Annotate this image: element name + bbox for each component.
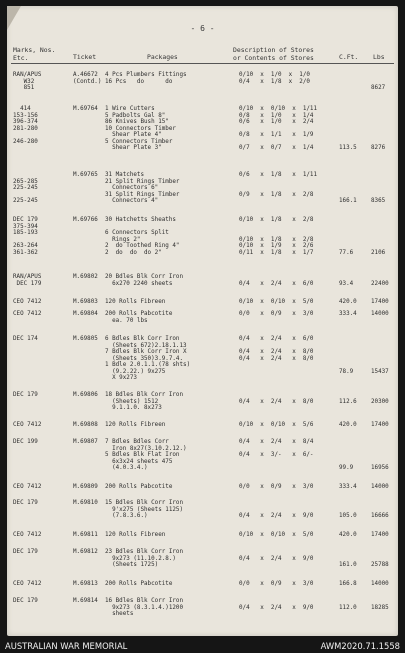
row-lbs: 2106 xyxy=(371,249,386,256)
row-packages: 200 Rolls Pabcotite ea. 70 lbs xyxy=(105,311,173,324)
row-ticket: M.69805 xyxy=(73,336,98,342)
footer-reference: AWM2020.71.1558 xyxy=(320,641,400,651)
row-ticket: M.69807 xyxy=(73,439,98,445)
header-packages: Packages xyxy=(147,53,178,61)
row-ticket: M.69764 xyxy=(73,106,98,112)
row-lbs: 8276 xyxy=(371,145,386,151)
row-ticket: M.69809 xyxy=(73,484,98,490)
row-packages: 20 Bdles Blk Corr Iron 6x270 2240 sheets xyxy=(105,274,184,287)
row-cft: 112.0 xyxy=(339,604,357,611)
row-lbs: 18285 xyxy=(371,604,389,611)
archive-footer xyxy=(0,639,405,653)
row-marks: CEO 7412 xyxy=(13,581,42,587)
row-marks: DEC 174 xyxy=(13,336,38,342)
row-ticket: M.69814 xyxy=(73,598,98,604)
row-marks: DEC 179 xyxy=(13,549,38,555)
row-marks: RAN/APUS W32 851 xyxy=(13,72,42,91)
page-number: - 6 - xyxy=(190,24,215,33)
row-lbs: 8627 xyxy=(371,85,386,91)
row-packages: 31 Matchets 21 Split Rings Timber Connectors 6" 31 Split Rings Timber Connectors 4" xyxy=(105,172,180,204)
row-cft: 420.0 xyxy=(339,422,357,428)
row-lbs: 17400 xyxy=(371,532,389,538)
row-cft: 333.4 xyxy=(339,484,357,490)
row-cft: 93.4 xyxy=(339,280,354,287)
row-lbs: 14000 xyxy=(371,311,389,317)
row-packages: 200 Rolls Pabcotite xyxy=(105,484,173,490)
row-marks: DEC 179 xyxy=(13,392,38,398)
row-cft: 77.6 xyxy=(339,249,354,256)
row-marks: CEO 7412 xyxy=(13,484,42,490)
row-ticket: M.69812 xyxy=(73,549,98,555)
row-lbs: 14000 xyxy=(371,484,389,490)
row-marks: DEC 199 xyxy=(13,439,38,445)
document-page xyxy=(7,6,398,636)
row-cft: 420.0 xyxy=(339,532,357,538)
row-packages: 18 Bdles Blk Corr Iron (Sheets) 1512 9.1.1.0. 8x273 xyxy=(105,392,184,411)
row-cft: 166.8 xyxy=(339,581,357,587)
row-lbs: 22400 xyxy=(371,280,389,287)
row-cft: 78.9 xyxy=(339,368,354,375)
row-description: 0/4 x 2/4 x 9/0 xyxy=(239,555,314,562)
row-description: 0/6 x 1/8 x 1/11 0/9 x 1/8 x 2/8 xyxy=(239,172,318,198)
row-description: 0/4 x 2/4 x 8/0 xyxy=(239,398,314,405)
row-lbs: 17400 xyxy=(371,422,389,428)
row-lbs: 15437 xyxy=(371,368,389,375)
header-cft: C.Ft. xyxy=(339,53,359,61)
row-marks: DEC 179 xyxy=(13,598,38,604)
row-lbs: 25788 xyxy=(371,562,389,568)
row-ticket: M.69766 xyxy=(73,217,98,223)
row-ticket: M.69803 xyxy=(73,299,98,305)
row-description: 0/4 x 2/4 x 6/0 xyxy=(239,280,314,287)
row-description: 0/4 x 2/4 x 9/0 xyxy=(239,604,314,611)
row-marks: DEC 179 xyxy=(13,500,38,506)
row-cft: 166.1 xyxy=(339,198,357,204)
row-ticket: M.69804 xyxy=(73,311,98,317)
row-cft: 113.5 xyxy=(339,145,357,151)
row-cft: 99.9 xyxy=(339,465,354,471)
row-marks: DEC 179 375-394 185-193 263-264 361-362 xyxy=(13,217,38,256)
row-packages: 30 Hatchetts Sheaths 6 Connectors Split Rings 2" 2 do Toothed Ring 4" 2 do do do 2" xyxy=(105,217,180,256)
row-description: 0/4 x 2/4 x 6/0 0/4 x 2/4 x 8/0 0/4 x 2/4 x 8/0 xyxy=(239,336,314,362)
row-cft: 333.4 xyxy=(339,311,357,317)
header-ticket: Ticket xyxy=(73,53,97,61)
row-marks: CEO 7412 xyxy=(13,299,42,305)
row-cft: 161.0 xyxy=(339,562,357,568)
row-packages: 23 Bdles Blk Corr Iron 9x273 (11.10.2.8.) (Sheets 1725) xyxy=(105,549,184,568)
row-lbs: 14000 xyxy=(371,581,389,587)
row-marks: 414 153-156 396-374 281-280 246-280 xyxy=(13,106,38,145)
row-cft: 112.6 xyxy=(339,398,357,405)
row-packages: 7 Bdles Bdles Corr Iron 8x27(3.10.2.12.) 5 Bdles Blk Flat Iron 6x3x24 sheets 475 (4.0.3.4.) xyxy=(105,439,187,471)
header-lbs: Lbs xyxy=(373,53,385,61)
row-packages: 120 Rolls Fibreen xyxy=(105,532,166,538)
header-divider xyxy=(11,63,394,64)
row-packages: 6 Bdles Blk Corr Iron (Sheets 672)2.18.1.13 7 Bdles Blk Corr Iron X (Sheets 350)3.9.7.4. 1 Bdle 2.0.1.1.(78 shts) (9.2.22.) 9x275 X 9x273 xyxy=(105,336,191,381)
row-packages: 4 Pcs Plumbers Fittings 16 Pcs do do xyxy=(105,72,187,85)
row-ticket: M.69808 xyxy=(73,422,98,428)
row-description: 0/10 x 0/10 x 1/11 0/8 x 1/0 x 1/4 0/6 x 1/0 x 2/4 0/8 x 1/1 x 1/9 0/7 x 0/7 x 1/4 xyxy=(239,106,318,151)
row-packages: 200 Rolls Pabcotite xyxy=(105,581,173,587)
row-lbs: 8365 xyxy=(371,198,386,204)
row-marks: CEO 7412 xyxy=(13,422,42,428)
row-lbs: 16956 xyxy=(371,465,389,471)
row-lbs: 17400 xyxy=(371,299,389,305)
row-cft: 420.0 xyxy=(339,299,357,305)
header-description: Description of Stores or Contents of Stores xyxy=(233,46,314,62)
row-description: 0/10 x 1/8 x 2/8 0/10 x 1/8 x 2/8 0/10 x 1/9 x 2/6 0/11 x 1/8 x 1/7 xyxy=(239,217,314,256)
row-ticket: M.69765 xyxy=(73,172,98,178)
row-cft: 105.0 xyxy=(339,513,357,519)
row-packages: 1 Wire Cutters 5 Padbolts Gal 8" 86 Knives Bush 15" 10 Connectors Timber Shear Plate 4" 5 Connectors Timber Shear Plate 3" xyxy=(105,106,176,151)
row-ticket: M.69813 xyxy=(73,581,98,587)
row-description: 0/4 x 2/4 x 9/0 xyxy=(239,513,314,519)
row-description: 0/4 x 2/4 x 8/4 0/4 x 3/- x 6/- xyxy=(239,439,314,458)
row-description: 0/10 x 0/10 x 5/0 xyxy=(239,299,314,305)
row-description: 0/10 x 0/10 x 5/0 xyxy=(239,532,314,538)
row-description: 0/10 x 0/10 x 5/6 xyxy=(239,422,314,428)
row-packages: 15 Bdles Blk Corr Iron 9'x275 (Sheets 1125) (7.8.3.6.) xyxy=(105,500,184,519)
row-packages: 120 Rolls Fibreen xyxy=(105,422,166,428)
row-description: 0/0 x 0/9 x 3/0 xyxy=(239,484,314,490)
row-ticket: M.69806 xyxy=(73,392,98,398)
row-ticket: M.69810 xyxy=(73,500,98,506)
row-ticket: M.69802 xyxy=(73,274,98,280)
row-description: 0/0 x 0/9 x 3/0 xyxy=(239,581,314,587)
row-marks: CEO 7412 xyxy=(13,311,42,317)
row-ticket: M.69811 xyxy=(73,532,98,538)
row-ticket: A.46672 (Contd.) xyxy=(73,72,102,85)
row-packages: 16 Bdles Blk Corr Iron 9x273 (8.3.1.4.)1200 sheets xyxy=(105,598,184,617)
row-marks: CEO 7412 xyxy=(13,532,42,538)
footer-institution: AUSTRALIAN WAR MEMORIAL xyxy=(5,641,128,651)
row-marks: RAN/APUS DEC 179 xyxy=(13,274,42,287)
header-marks: Marks, Nos. Etc. xyxy=(13,46,56,62)
row-marks: 265-285 225-245 225-245 xyxy=(13,178,38,204)
row-description: 0/10 x 1/0 x 1/0 0/4 x 1/8 x 2/0 xyxy=(239,72,310,85)
row-packages: 120 Rolls Fibreen xyxy=(105,299,166,305)
row-lbs: 16666 xyxy=(371,513,389,519)
row-description: 0/0 x 0/9 x 3/0 xyxy=(239,311,314,317)
row-lbs: 20300 xyxy=(371,398,389,405)
